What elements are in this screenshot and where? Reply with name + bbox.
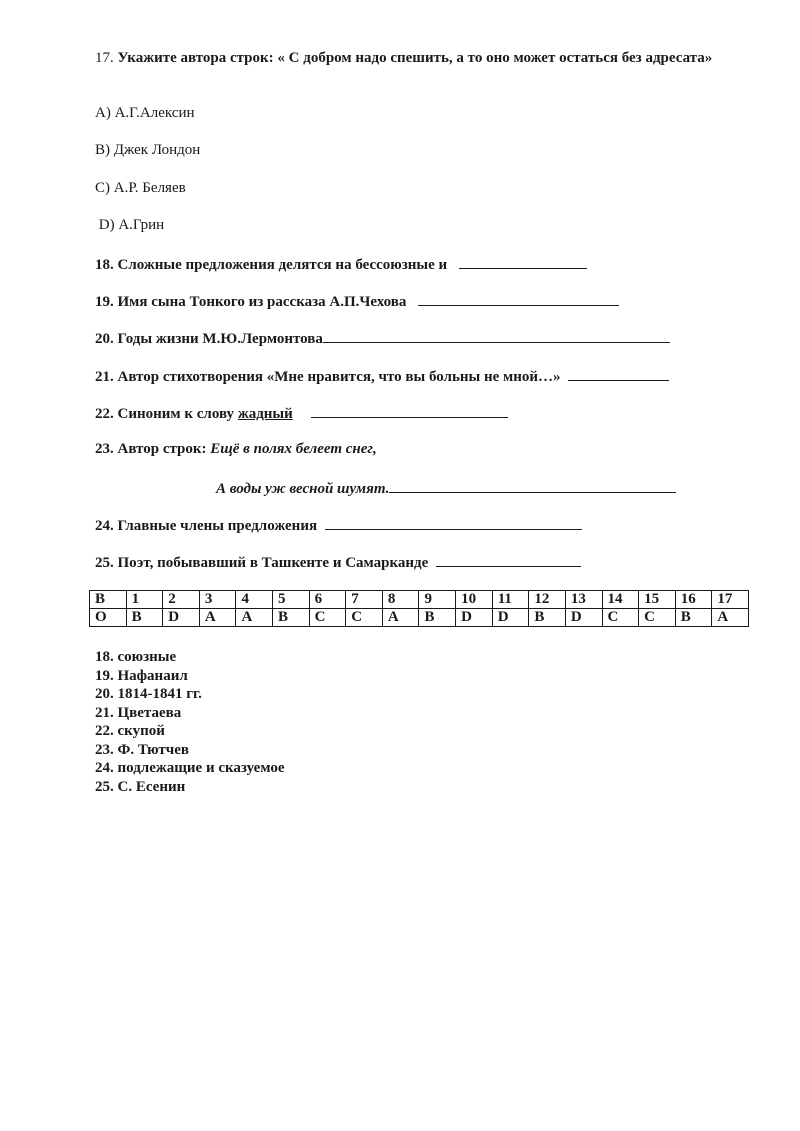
question-24 [95, 515, 582, 536]
table-cell: D [456, 609, 493, 627]
question-23 [95, 440, 377, 459]
table-cell: 9 [419, 591, 456, 609]
table-cell: A [382, 609, 419, 627]
written-answers-list [95, 648, 285, 796]
answer-blank-22[interactable] [311, 403, 508, 418]
question-24-text: 24. Главные члены предложения [95, 518, 318, 534]
option-d: D) А.Грин [95, 217, 165, 233]
question-23-text: 23. Автор строк: [95, 441, 207, 457]
table-cell: 6 [309, 591, 346, 609]
table-cell: D [163, 609, 200, 627]
option-c: C) А.Р. Беляев [95, 180, 186, 196]
answer-blank-25[interactable] [436, 552, 581, 567]
table-cell: B [675, 609, 712, 627]
table-cell: 13 [565, 591, 602, 609]
question-22-keyword: жадный [237, 406, 293, 422]
table-cell: B [126, 609, 163, 627]
table-cell: O [90, 609, 127, 627]
table-cell: 4 [236, 591, 273, 609]
table-cell: A [236, 609, 273, 627]
table-answer-row [90, 609, 749, 627]
question-22-text: 22. Синоним к слову [95, 406, 235, 422]
poem-line-2: А воды уж весной шумят. [216, 481, 390, 497]
table-cell: 11 [492, 591, 529, 609]
answer-blank-19[interactable] [418, 291, 619, 306]
option-b: B) Джек Лондон [95, 142, 201, 158]
list-item: 25. С. Есенин [95, 778, 186, 795]
question-17-number: 17. [95, 50, 114, 66]
question-20 [95, 328, 670, 349]
question-17-text: Укажите автора строк: « С добром надо спешить, а то оно может остаться без адресата» [117, 50, 713, 66]
list-item: 19. Нафанаил [95, 667, 188, 684]
answer-blank-23[interactable] [389, 478, 676, 493]
table-cell: C [602, 609, 639, 627]
table-cell: 8 [382, 591, 419, 609]
question-25 [95, 552, 581, 573]
list-item: 21. Цветаева [95, 704, 182, 721]
question-19 [95, 291, 619, 312]
question-22 [95, 403, 508, 424]
table-cell: D [565, 609, 602, 627]
table-cell: 3 [199, 591, 236, 609]
table-cell: 2 [163, 591, 200, 609]
table-cell: 10 [456, 591, 493, 609]
question-20-text: 20. Годы жизни М.Ю.Лермонтова [95, 331, 323, 347]
table-cell: A [712, 609, 749, 627]
table-cell: C [639, 609, 676, 627]
question-19-text: 19. Имя сына Тонкого из рассказа А.П.Чехова [95, 294, 407, 310]
question-17 [95, 49, 741, 68]
answer-blank-20[interactable] [323, 328, 670, 343]
question-25-text: 25. Поэт, побывавший в Ташкенте и Самарканде [95, 555, 429, 571]
table-cell: B [273, 609, 310, 627]
answer-blank-24[interactable] [325, 515, 582, 530]
table-cell: B [419, 609, 456, 627]
table-cell: D [492, 609, 529, 627]
list-item: 24. подлежащие и сказуемое [95, 760, 285, 776]
table-cell: 1 [126, 591, 163, 609]
answer-blank-18[interactable] [459, 254, 587, 269]
question-18-text: 18. Сложные предложения делятся на бессоюзные и [95, 257, 448, 273]
table-cell: A [199, 609, 236, 627]
option-a: A) А.Г.Алексин [95, 105, 195, 121]
answer-blank-21[interactable] [568, 366, 669, 381]
table-cell: 15 [639, 591, 676, 609]
table-header-row [90, 591, 749, 609]
table-cell: 7 [346, 591, 383, 609]
table-cell: 12 [529, 591, 566, 609]
question-21 [95, 366, 669, 387]
table-cell: C [346, 609, 383, 627]
list-item: 22. скупой [95, 723, 165, 739]
answer-key-table [89, 590, 749, 627]
table-cell: B [529, 609, 566, 627]
poem-line-1: Ещё в полях белеет снег, [210, 441, 377, 457]
list-item: 20. 1814-1841 гг. [95, 686, 202, 702]
table-cell: C [309, 609, 346, 627]
question-18 [95, 254, 587, 275]
table-cell: 16 [675, 591, 712, 609]
table-cell: 14 [602, 591, 639, 609]
question-21-text: 21. Автор стихотворения «Мне нравится, что вы больны не мной…» [95, 369, 561, 385]
table-cell: 5 [273, 591, 310, 609]
list-item: 18. союзные [95, 649, 177, 665]
table-cell: B [90, 591, 127, 609]
table-cell: 17 [712, 591, 749, 609]
question-23-continued [216, 478, 676, 499]
list-item: 23. Ф. Тютчев [95, 741, 189, 758]
